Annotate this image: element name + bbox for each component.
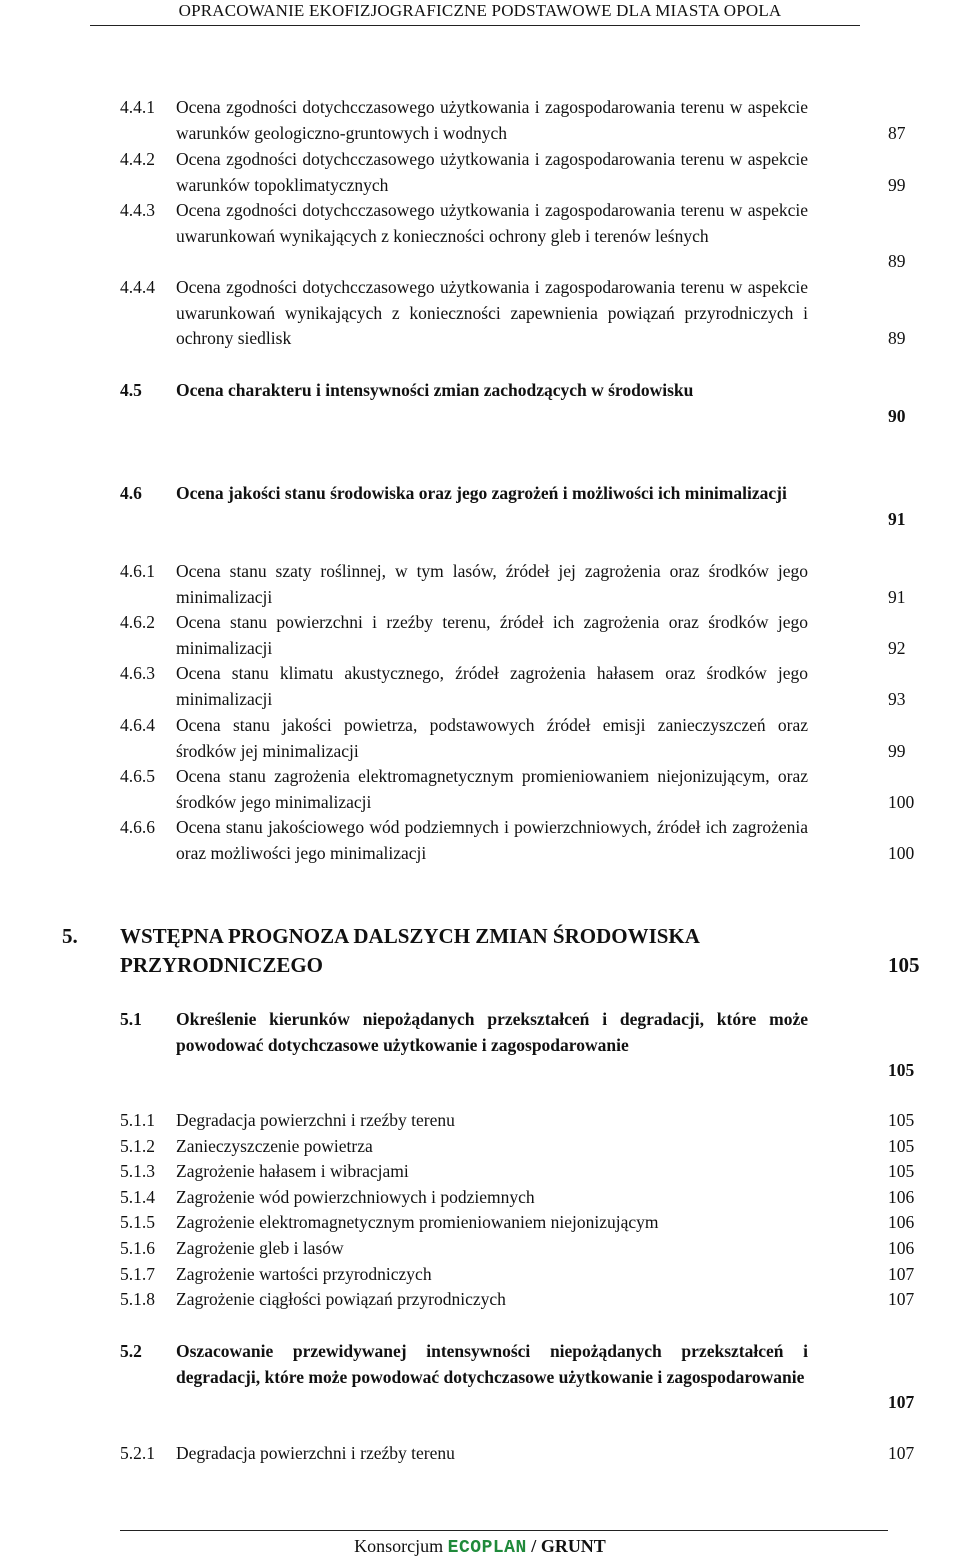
entry-title: Ocena stanu klimatu akustycznego, źródeł zagrożenia hałasem oraz środków jego minimalizacji xyxy=(176,663,808,709)
entry-page: 107 xyxy=(888,1264,915,1284)
toc-entry-4-4-4[interactable] xyxy=(0,275,960,353)
entry-page: 107 xyxy=(888,1289,915,1309)
entry-title: Ocena jakości stanu środowiska oraz jego zagrożeń i możliwości ich minimalizacji xyxy=(176,483,787,503)
entry-title: Zagrożenie ciągłości powiązań przyrodniczych xyxy=(176,1289,506,1309)
entry-number: 5. xyxy=(62,924,78,948)
page-footer xyxy=(0,1534,960,1560)
toc-entry-4-6-6[interactable] xyxy=(0,815,960,867)
toc-entry-5-1-7[interactable] xyxy=(0,1262,960,1288)
toc-entry-5-1-2[interactable] xyxy=(0,1134,960,1160)
entry-number: 4.6.6 xyxy=(120,817,155,837)
entry-number: 4.6 xyxy=(120,483,142,503)
toc-entry-4-4-3[interactable] xyxy=(0,198,960,276)
toc-entry-4-6-4[interactable] xyxy=(0,713,960,765)
entry-title: Ocena zgodności dotychcczasowego użytkowania i zagospodarowania terenu w aspekcie uwarunkowań wynikających z konieczności zapewnienia powiązań przyrodniczych i ochrony siedlisk xyxy=(176,277,808,349)
entry-page: 106 xyxy=(888,1238,915,1258)
entry-number: 5.1.1 xyxy=(120,1110,155,1130)
entry-number: 4.6.3 xyxy=(120,663,155,683)
entry-page: 105 xyxy=(888,1060,915,1081)
entry-page: 99 xyxy=(888,174,906,195)
entry-title: Zanieczyszczenie powietrza xyxy=(176,1136,373,1156)
toc-entry-5-1-3[interactable] xyxy=(0,1159,960,1185)
entry-title: Ocena stanu powierzchni i rzeźby terenu, źródeł ich zagrożenia oraz środków jego minimalizacji xyxy=(176,612,808,658)
entry-number: 5.2 xyxy=(120,1341,142,1361)
entry-number: 4.6.2 xyxy=(120,612,155,632)
entry-title: Ocena stanu jakościowego wód podziemnych i powierzchniowych, źródeł ich zagrożenia oraz możliwości jego minimalizacji xyxy=(176,817,808,863)
footer-divider xyxy=(120,1530,888,1531)
entry-title: Zagrożenie elektromagnetycznym promieniowaniem niejonizującym xyxy=(176,1212,659,1232)
footer-prefix: Konsorcjum xyxy=(354,1536,444,1556)
entry-page: 107 xyxy=(888,1443,915,1463)
entry-page: 105 xyxy=(888,953,920,977)
entry-title: Degradacja powierzchni i rzeźby terenu xyxy=(176,1110,455,1130)
footer-brand-ecoplan: ECOPLAN xyxy=(447,1538,527,1558)
entry-title: WSTĘPNA PROGNOZA DALSZYCH ZMIAN ŚRODOWISKA PRZYRODNICZEGO xyxy=(120,924,699,977)
document-title: OPRACOWANIE EKOFIZJOGRAFICZNE PODSTAWOWE DLA MIASTA OPOLA xyxy=(178,1,782,20)
toc-entry-5-2[interactable] xyxy=(0,1339,960,1417)
entry-page: 87 xyxy=(888,122,906,143)
entry-title: Ocena charakteru i intensywności zmian zachodzących w środowisku xyxy=(176,380,694,400)
entry-page: 91 xyxy=(888,508,906,529)
entry-number: 5.1.7 xyxy=(120,1264,155,1284)
toc-entry-4-6[interactable] xyxy=(0,481,960,533)
entry-title: Zagrożenie wartości przyrodniczych xyxy=(176,1264,432,1284)
toc-entry-5-2-1[interactable] xyxy=(0,1441,960,1467)
entry-page: 100 xyxy=(888,842,915,863)
entry-number: 5.1.2 xyxy=(120,1136,155,1156)
entry-title: Określenie kierunków niepożądanych przekształceń i degradacji, które może powodować dotychczasowe użytkowanie i zagospodarowanie xyxy=(176,1009,808,1055)
footer-partner: GRUNT xyxy=(540,1536,606,1556)
toc-entry-4-4-2[interactable] xyxy=(0,147,960,199)
entry-number: 5.1.3 xyxy=(120,1161,155,1181)
entry-number: 5.1.8 xyxy=(120,1289,155,1309)
entry-number: 4.6.4 xyxy=(120,715,155,735)
entry-page: 89 xyxy=(888,251,906,272)
entry-page: 99 xyxy=(888,740,906,761)
entry-page: 106 xyxy=(888,1187,915,1207)
entry-page: 93 xyxy=(888,688,906,709)
toc-entry-4-6-5[interactable] xyxy=(0,764,960,816)
toc-entry-4-6-1[interactable] xyxy=(0,559,960,611)
toc-entry-4-5[interactable] xyxy=(0,378,960,430)
entry-number: 4.4.3 xyxy=(120,200,155,220)
entry-page: 89 xyxy=(888,328,906,349)
toc-entry-5-1-1[interactable] xyxy=(0,1108,960,1134)
toc-entry-5-1-8[interactable] xyxy=(0,1287,960,1313)
entry-number: 4.4.2 xyxy=(120,149,155,169)
toc-entry-5-1-6[interactable] xyxy=(0,1236,960,1262)
entry-title: Zagrożenie gleb i lasów xyxy=(176,1238,344,1258)
entry-title: Ocena stanu jakości powietrza, podstawowych źródeł emisji zanieczyszczeń oraz środków jej minimalizacji xyxy=(176,715,808,761)
entry-page: 91 xyxy=(888,586,906,607)
entry-number: 5.1.6 xyxy=(120,1238,155,1258)
entry-number: 5.1.4 xyxy=(120,1187,155,1207)
entry-page: 100 xyxy=(888,791,915,812)
entry-title: Zagrożenie wód powierzchniowych i podziemnych xyxy=(176,1187,535,1207)
entry-page: 92 xyxy=(888,637,906,658)
entry-title: Oszacowanie przewidywanej intensywności niepożądanych przekształceń i degradacji, które może powodować dotychczasowe użytkowanie i zagospodarowanie xyxy=(176,1341,808,1387)
entry-number: 4.4.1 xyxy=(120,97,155,117)
entry-title: Ocena zgodności dotychcczasowego użytkowania i zagospodarowania terenu w aspekcie warunków geologiczno-gruntowych i wodnych xyxy=(176,97,808,143)
entry-title: Ocena stanu szaty roślinnej, w tym lasów, źródeł jej zagrożenia oraz środków jego minimalizacji xyxy=(176,561,808,607)
entry-number: 4.6.5 xyxy=(120,766,155,786)
toc-entry-4-6-3[interactable] xyxy=(0,661,960,713)
entry-title: Ocena stanu zagrożenia elektromagnetycznym promieniowaniem niejonizującym, oraz środków jego minimalizacji xyxy=(176,766,808,812)
entry-page: 105 xyxy=(888,1136,915,1156)
entry-title: Ocena zgodności dotychcczasowego użytkowania i zagospodarowania terenu w aspekcie uwarunkowań wynikających z konieczności ochrony gleb i terenów leśnych xyxy=(176,200,808,246)
entry-title: Zagrożenie hałasem i wibracjami xyxy=(176,1161,409,1181)
entry-page: 106 xyxy=(888,1212,915,1232)
entry-number: 5.1.5 xyxy=(120,1212,155,1232)
footer-separator: / xyxy=(531,1536,537,1556)
toc-entry-4-4-1[interactable] xyxy=(0,95,960,147)
entry-number: 5.2.1 xyxy=(120,1443,155,1463)
entry-number: 5.1 xyxy=(120,1009,142,1029)
toc-chapter-5[interactable] xyxy=(0,922,960,982)
entry-number: 4.5 xyxy=(120,380,142,400)
entry-title: Degradacja powierzchni i rzeźby terenu xyxy=(176,1443,455,1463)
entry-page: 105 xyxy=(888,1161,915,1181)
entry-page: 105 xyxy=(888,1110,915,1130)
entry-page: 107 xyxy=(888,1392,915,1413)
entry-number: 4.6.1 xyxy=(120,561,155,581)
toc-entry-5-1[interactable] xyxy=(0,1007,960,1085)
entry-number: 4.4.4 xyxy=(120,277,155,297)
toc-entry-4-6-2[interactable] xyxy=(0,610,960,662)
entry-page: 90 xyxy=(888,405,906,426)
toc-entry-5-1-4[interactable] xyxy=(0,1185,960,1211)
entry-title: Ocena zgodności dotychcczasowego użytkowania i zagospodarowania terenu w aspekcie warunków topoklimatycznych xyxy=(176,149,808,195)
toc-entry-5-1-5[interactable] xyxy=(0,1210,960,1236)
